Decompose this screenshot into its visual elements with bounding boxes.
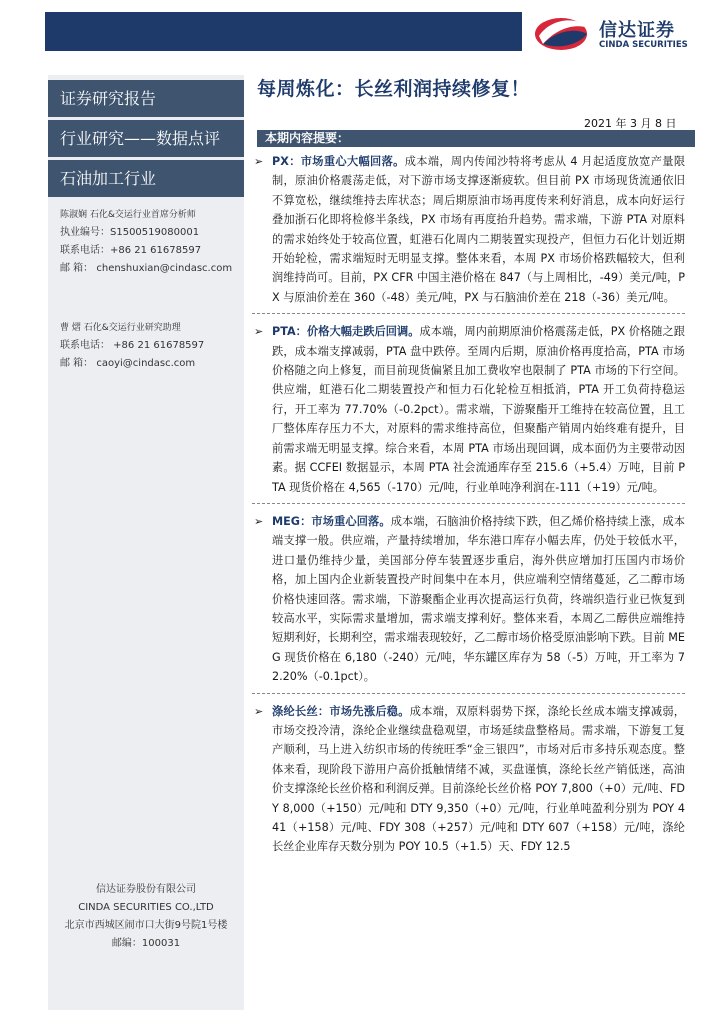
bullet-arrow-icon: ➢ xyxy=(254,325,264,339)
logo-swirl-icon xyxy=(533,14,593,54)
bullet-arrow-icon: ➢ xyxy=(254,155,264,168)
summary-header xyxy=(257,130,695,147)
section-body: 成本端，双原料弱势下探，涤纶长丝成本端支撑减弱，市场交投冷清，涤纶企业继续盘稳观望，市场延续盘整格局。需求端，下游复工复产顺利，马上进入纺织市场的传统旺季“金三银四”，市场对后市多持乐观态度。整体来看，现阶段下游用户高价抵触情绪不减，买盘谨慎，涤纶长丝产销低迷，高油价支撑涤纶长丝价格和利润反弹。目前涤纶长丝价格 POY 7,800（+0）元/吨、FDY 8,000（+150）元/吨和 DTY 9,350（+0）元/吨，行业单吨盈利分别为 POY 441（+158）元/吨、FDY 308（+257）元/吨和 DTY 607（+158）元/吨，涤纶长丝企业库存天数分别为 POY 10.5（+1.5）天、FDY 12.5 xyxy=(272,704,685,854)
section-body: 成本端，周内前期原油价格震荡走低，PX 价格随之跟跌，成本端支撑减弱，PTA 盘中跌停。至周内后期，原油价格再度拾高，PTA 市场价格随之向上修复，而目前现货偏紧且加工费收窄也限制了 PTA 市场的下行空间。供应端，虹港石化二期装置投产和恒力石化轮检互相抵消，PTA 开工负荷持稳运行，开工率为 77.70%（-0.2pct）。需求端，下游聚酯开工维持在较高位置，且工厂整体库存压力不大，对原料的需求维持高位，但聚酯产销周内始终难有提升，目前需求端无明显支撑。综合来看，本周 PTA 市场出现回调，成本面仍为主要带动因素。据 CCFEI 数据显示，本周 PTA 社会流通库存至 215.6（+5.4）万吨，目前 PTA 现货价格在 4,565（-170）元/吨，行业单吨净利润在-111（+19）元/吨。 xyxy=(272,325,685,494)
analyst-2-name-role: 曹 熠 石化&交运行业研究助理 xyxy=(60,323,181,333)
report-title: 每周炼化：长丝利润持续修复！ xyxy=(257,78,531,100)
divider xyxy=(252,313,685,315)
bullet-arrow-icon: ➢ xyxy=(254,704,264,718)
report-category: 行业研究——数据点评 xyxy=(48,120,244,157)
analyst-1-name-role: 陈淑娴 石化&交运行业首席分析师 xyxy=(60,210,196,220)
analyst-1-phone: 联系电话：+86 21 61678597 xyxy=(60,245,202,256)
company-name-en: CINDA SECURITIES CO.,LTD xyxy=(78,902,214,913)
summary-content xyxy=(254,152,686,857)
report-type: 证券研究报告 xyxy=(48,80,244,117)
company-name-cn: 信达证券股份有限公司 xyxy=(96,884,196,895)
section-polyester-filament xyxy=(254,702,685,857)
analyst-2-email: 邮 箱： caoyi@cindasc.com xyxy=(60,358,196,369)
divider xyxy=(252,503,685,505)
company-postcode: 邮编：100031 xyxy=(111,938,181,949)
analyst-1-license: 执业编号：S1500519080001 xyxy=(60,227,200,238)
company-logo xyxy=(533,14,713,54)
analyst-1-email: 邮 箱： chenshuxian@cindasc.com xyxy=(60,263,233,274)
report-date: 2021 年 3 月 8 日 xyxy=(584,117,677,130)
section-body: 成本端，石脑油价格持续下跌，但乙烯价格持续上涨，成本端支撑一般。供应端，产量持续增加，华东港口库存小幅去库，仍处于较低水平，进口量仍维持少量，美国部分停车装置逐步重启，海外供应增加打压国内市场价格，加上国内企业新装置投产时间集中在本月，供应端利空情绪蔓延，乙二醇市场价格快速回落。需求端，下游聚酯企业再次提高运行负荷，终端织造行业已恢复到较高水平，实际需求量增加，需求端支撑利好。整体来看，本周乙二醇供应端维持短期利好，长期利空，需求端表现较好，乙二醇市场价格受原油影响下跌。目前 MEG 现货价格在 6,180（-240）元/吨，华东罐区库存为 58（-5）万吨，开工率为 72.20%（-0.1pct）。 xyxy=(272,514,685,684)
section-heading: MEG：市场重心回落。 xyxy=(272,514,391,528)
section-heading: PX：市场重心大幅回落。 xyxy=(272,155,405,168)
analyst-2 xyxy=(60,319,244,373)
bullet-arrow-icon: ➢ xyxy=(254,514,264,528)
section-heading: 涤纶长丝：市场先涨后稳。 xyxy=(272,704,410,718)
logo-text-cn: 信达证券 xyxy=(599,20,675,41)
company-address: 北京市西城区闹市口大街9号院1号楼 xyxy=(64,920,228,931)
section-body: 成本端，周内传闻沙特将考虑从 4 月起适度放宽产量限制，原油价格震荡走低，对下游市场支撑逐渐疲软。但目前 PX 市场现货流通依旧不算宽松，继续维持去库状态；周后期原油市场再度传来利好消息，成本向好运行叠加浙石化即将检修半条线，PX 市场有再度抬升趋势。需求端，下游 PTA 对原料的需求始终处于较高位置，虹港石化周内二期装置实现投产，但恒力石化计划近期开始轮检，需求端短时无明显支撑。整体来看，本周 PX 市场价格跌幅较大，但利润维持尚可。目前，PX CFR 中国主港价格在 847（与上周相比，-49）美元/吨，PX 与原油价差在 360（-48）美元/吨，PX 与石脑油价差在 218（-36）美元/吨。 xyxy=(272,155,686,304)
analyst-1 xyxy=(60,206,244,278)
divider xyxy=(252,693,685,695)
header-bar xyxy=(45,12,522,51)
logo-text-en: CINDA SECURITIES xyxy=(599,40,688,50)
sidebar xyxy=(48,75,244,1010)
section-meg xyxy=(254,512,685,687)
summary-label: 本期内容提要： xyxy=(265,131,350,145)
analyst-2-phone: 联系电话： +86 21 61678597 xyxy=(60,340,205,351)
section-pta xyxy=(254,322,685,497)
section-px xyxy=(254,152,686,307)
company-footer xyxy=(48,881,244,953)
industry-name: 石油加工行业 xyxy=(48,160,244,197)
section-heading: PTA：价格大幅走跌后回调。 xyxy=(272,325,420,339)
